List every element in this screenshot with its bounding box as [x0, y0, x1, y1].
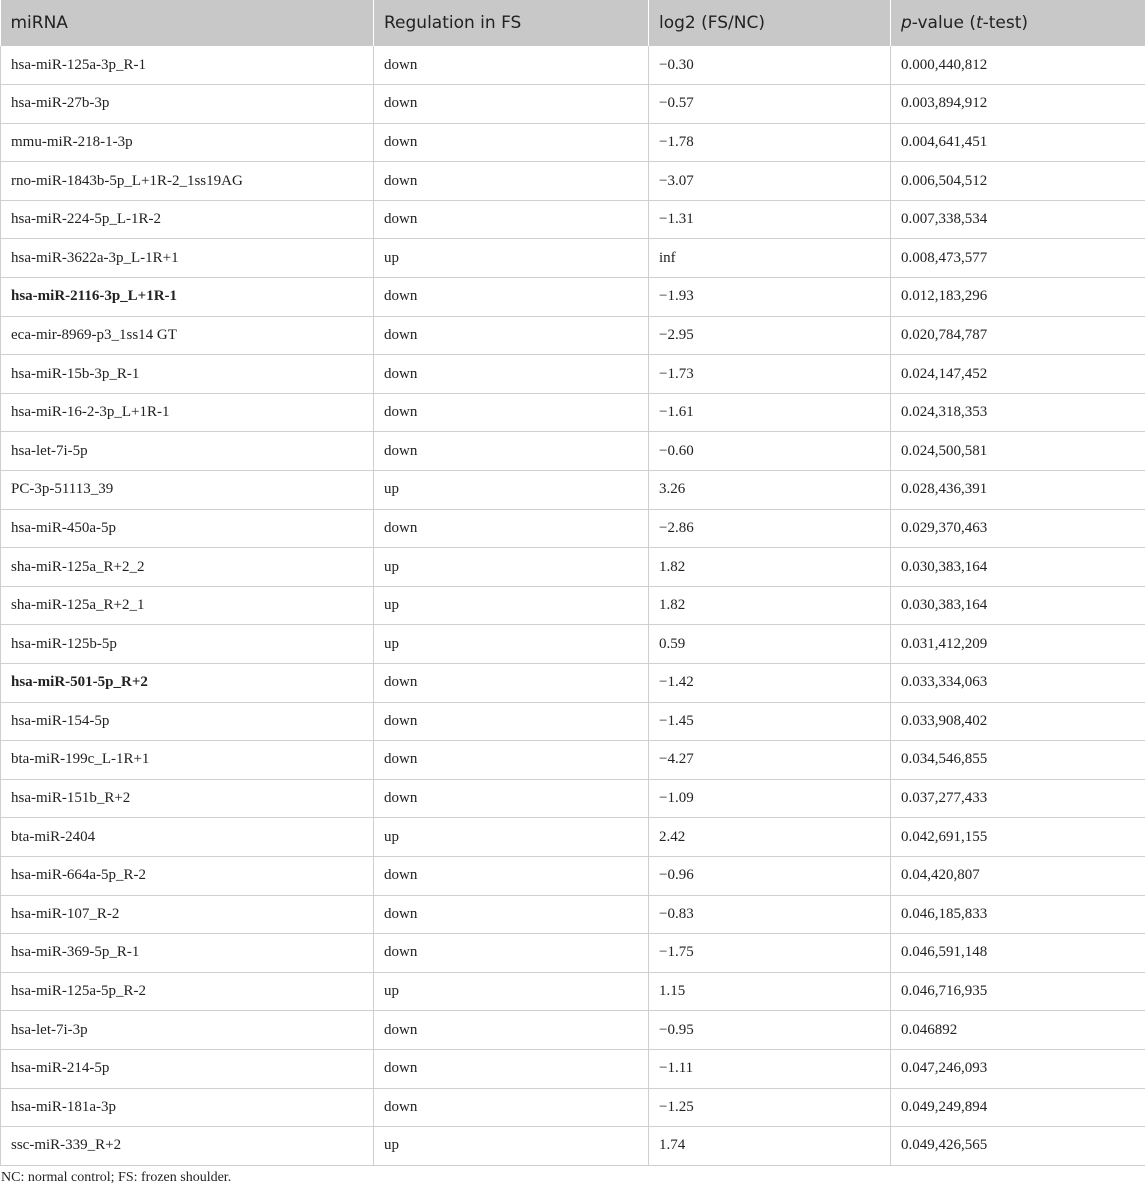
log2-cell: −2.95 — [649, 316, 891, 355]
pvalue-cell: 0.046892 — [891, 1011, 1145, 1050]
mirna-cell: hsa-miR-501-5p_R+2 — [1, 664, 374, 703]
table-row — [1, 393, 1145, 432]
table-row — [1, 316, 1145, 355]
regulation-cell: down — [374, 200, 649, 239]
pvalue-cell: 0.003,894,912 — [891, 85, 1145, 124]
table-row — [1, 1049, 1145, 1088]
log2-cell: −1.45 — [649, 702, 891, 741]
regulation-cell: down — [374, 316, 649, 355]
pvalue-cell: 0.012,183,296 — [891, 278, 1145, 317]
table-row — [1, 972, 1145, 1011]
log2-cell: 1.82 — [649, 548, 891, 587]
header-mirna: miRNA — [1, 0, 374, 46]
mirna-cell: hsa-miR-664a-5p_R-2 — [1, 856, 374, 895]
table-row — [1, 509, 1145, 548]
regulation-cell: down — [374, 664, 649, 703]
pvalue-cell: 0.008,473,577 — [891, 239, 1145, 278]
table-row — [1, 934, 1145, 973]
regulation-cell: up — [374, 239, 649, 278]
regulation-cell: up — [374, 1127, 649, 1166]
pvalue-cell: 0.033,908,402 — [891, 702, 1145, 741]
regulation-cell: down — [374, 1049, 649, 1088]
pvalue-cell: 0.037,277,433 — [891, 779, 1145, 818]
regulation-cell: down — [374, 46, 649, 85]
table-row — [1, 432, 1145, 471]
pvalue-cell: 0.031,412,209 — [891, 625, 1145, 664]
regulation-cell: up — [374, 625, 649, 664]
table-row — [1, 278, 1145, 317]
log2-cell: 0.59 — [649, 625, 891, 664]
log2-cell: 1.82 — [649, 586, 891, 625]
log2-cell: −0.60 — [649, 432, 891, 471]
mirna-cell: hsa-miR-151b_R+2 — [1, 779, 374, 818]
pvalue-cell: 0.020,784,787 — [891, 316, 1145, 355]
header-pvalue-mid: -value ( — [911, 13, 976, 33]
log2-cell: −1.75 — [649, 934, 891, 973]
header-log2: log2 (FS/NC) — [649, 0, 891, 46]
log2-cell: −1.11 — [649, 1049, 891, 1088]
log2-cell: −2.86 — [649, 509, 891, 548]
table-row — [1, 123, 1145, 162]
mirna-cell: hsa-miR-181a-3p — [1, 1088, 374, 1127]
table-row — [1, 471, 1145, 510]
regulation-cell: down — [374, 741, 649, 780]
table-footnote: NC: normal control; FS: frozen shoulder. — [1, 1170, 232, 1185]
regulation-cell: up — [374, 471, 649, 510]
header-pvalue-p: p — [901, 13, 912, 33]
pvalue-cell: 0.030,383,164 — [891, 548, 1145, 587]
regulation-cell: down — [374, 509, 649, 548]
log2-cell: −1.61 — [649, 393, 891, 432]
log2-cell: 2.42 — [649, 818, 891, 857]
header-regulation: Regulation in FS — [374, 0, 649, 46]
header-pvalue — [891, 0, 1145, 46]
mirna-cell: hsa-miR-2116-3p_L+1R-1 — [1, 278, 374, 317]
log2-cell: −1.93 — [649, 278, 891, 317]
mirna-cell: hsa-miR-16-2-3p_L+1R-1 — [1, 393, 374, 432]
regulation-cell: down — [374, 393, 649, 432]
mirna-cell: hsa-miR-154-5p — [1, 702, 374, 741]
table-row — [1, 586, 1145, 625]
mirna-cell: hsa-miR-3622a-3p_L-1R+1 — [1, 239, 374, 278]
mirna-cell: bta-miR-199c_L-1R+1 — [1, 741, 374, 780]
table-row — [1, 895, 1145, 934]
table-row — [1, 779, 1145, 818]
header-pvalue-end: -test) — [982, 13, 1029, 33]
log2-cell: −0.83 — [649, 895, 891, 934]
log2-cell: −0.30 — [649, 46, 891, 85]
regulation-cell: down — [374, 85, 649, 124]
table-row — [1, 664, 1145, 703]
pvalue-cell: 0.046,185,833 — [891, 895, 1145, 934]
pvalue-cell: 0.004,641,451 — [891, 123, 1145, 162]
regulation-cell: up — [374, 972, 649, 1011]
pvalue-cell: 0.04,420,807 — [891, 856, 1145, 895]
mirna-cell: sha-miR-125a_R+2_2 — [1, 548, 374, 587]
table-body — [1, 46, 1145, 1165]
table-row — [1, 46, 1145, 85]
regulation-cell: down — [374, 779, 649, 818]
regulation-cell: down — [374, 278, 649, 317]
log2-cell: 3.26 — [649, 471, 891, 510]
table-row — [1, 625, 1145, 664]
mirna-cell: hsa-miR-27b-3p — [1, 85, 374, 124]
log2-cell: −1.31 — [649, 200, 891, 239]
log2-cell: inf — [649, 239, 891, 278]
mirna-cell: hsa-miR-125a-5p_R-2 — [1, 972, 374, 1011]
table-row — [1, 856, 1145, 895]
pvalue-cell: 0.034,546,855 — [891, 741, 1145, 780]
pvalue-cell: 0.024,318,353 — [891, 393, 1145, 432]
header-row — [1, 0, 1145, 46]
regulation-cell: down — [374, 1088, 649, 1127]
pvalue-cell: 0.042,691,155 — [891, 818, 1145, 857]
regulation-cell: up — [374, 548, 649, 587]
pvalue-cell: 0.000,440,812 — [891, 46, 1145, 85]
table-row — [1, 548, 1145, 587]
log2-cell: −1.09 — [649, 779, 891, 818]
log2-cell: −3.07 — [649, 162, 891, 201]
mirna-cell: hsa-miR-214-5p — [1, 1049, 374, 1088]
regulation-cell: down — [374, 355, 649, 394]
pvalue-cell: 0.049,426,565 — [891, 1127, 1145, 1166]
pvalue-cell: 0.030,383,164 — [891, 586, 1145, 625]
mirna-cell: sha-miR-125a_R+2_1 — [1, 586, 374, 625]
pvalue-cell: 0.046,591,148 — [891, 934, 1145, 973]
pvalue-cell: 0.006,504,512 — [891, 162, 1145, 201]
regulation-cell: up — [374, 586, 649, 625]
mirna-cell: eca-mir-8969-p3_1ss14 GT — [1, 316, 374, 355]
pvalue-cell: 0.024,147,452 — [891, 355, 1145, 394]
log2-cell: 1.74 — [649, 1127, 891, 1166]
pvalue-cell: 0.028,436,391 — [891, 471, 1145, 510]
pvalue-cell: 0.047,246,093 — [891, 1049, 1145, 1088]
table-row — [1, 818, 1145, 857]
log2-cell: −0.57 — [649, 85, 891, 124]
log2-cell: −0.96 — [649, 856, 891, 895]
regulation-cell: down — [374, 934, 649, 973]
pvalue-cell: 0.046,716,935 — [891, 972, 1145, 1011]
mirna-cell: hsa-miR-450a-5p — [1, 509, 374, 548]
table-row — [1, 85, 1145, 124]
pvalue-cell: 0.049,249,894 — [891, 1088, 1145, 1127]
log2-cell: −1.25 — [649, 1088, 891, 1127]
table-row — [1, 239, 1145, 278]
regulation-cell: up — [374, 818, 649, 857]
pvalue-cell: 0.029,370,463 — [891, 509, 1145, 548]
mirna-cell: hsa-miR-224-5p_L-1R-2 — [1, 200, 374, 239]
table-row — [1, 702, 1145, 741]
regulation-cell: down — [374, 702, 649, 741]
header-pvalue-t: t — [975, 13, 983, 33]
regulation-cell: down — [374, 1011, 649, 1050]
mirna-cell: hsa-miR-107_R-2 — [1, 895, 374, 934]
log2-cell: −0.95 — [649, 1011, 891, 1050]
pvalue-cell: 0.033,334,063 — [891, 664, 1145, 703]
table-row — [1, 1011, 1145, 1050]
table-row — [1, 162, 1145, 201]
table-row — [1, 355, 1145, 394]
log2-cell: −1.42 — [649, 664, 891, 703]
table-row — [1, 1088, 1145, 1127]
mirna-cell: PC-3p-51113_39 — [1, 471, 374, 510]
regulation-cell: down — [374, 432, 649, 471]
regulation-cell: down — [374, 856, 649, 895]
table-row — [1, 200, 1145, 239]
mirna-cell: hsa-miR-125a-3p_R-1 — [1, 46, 374, 85]
log2-cell: −4.27 — [649, 741, 891, 780]
table-row — [1, 741, 1145, 780]
mirna-cell: hsa-miR-369-5p_R-1 — [1, 934, 374, 973]
mirna-cell: hsa-let-7i-3p — [1, 1011, 374, 1050]
mirna-cell: ssc-miR-339_R+2 — [1, 1127, 374, 1166]
pvalue-cell: 0.007,338,534 — [891, 200, 1145, 239]
log2-cell: 1.15 — [649, 972, 891, 1011]
regulation-cell: down — [374, 895, 649, 934]
regulation-cell: down — [374, 123, 649, 162]
mirna-cell: hsa-miR-15b-3p_R-1 — [1, 355, 374, 394]
regulation-cell: down — [374, 162, 649, 201]
log2-cell: −1.78 — [649, 123, 891, 162]
mirna-cell: hsa-let-7i-5p — [1, 432, 374, 471]
mirna-cell: bta-miR-2404 — [1, 818, 374, 857]
mirna-cell: rno-miR-1843b-5p_L+1R-2_1ss19AG — [1, 162, 374, 201]
table-row — [1, 1127, 1145, 1166]
mirna-cell: mmu-miR-218-1-3p — [1, 123, 374, 162]
log2-cell: −1.73 — [649, 355, 891, 394]
pvalue-cell: 0.024,500,581 — [891, 432, 1145, 471]
table-header — [1, 0, 1145, 46]
mirna-cell: hsa-miR-125b-5p — [1, 625, 374, 664]
